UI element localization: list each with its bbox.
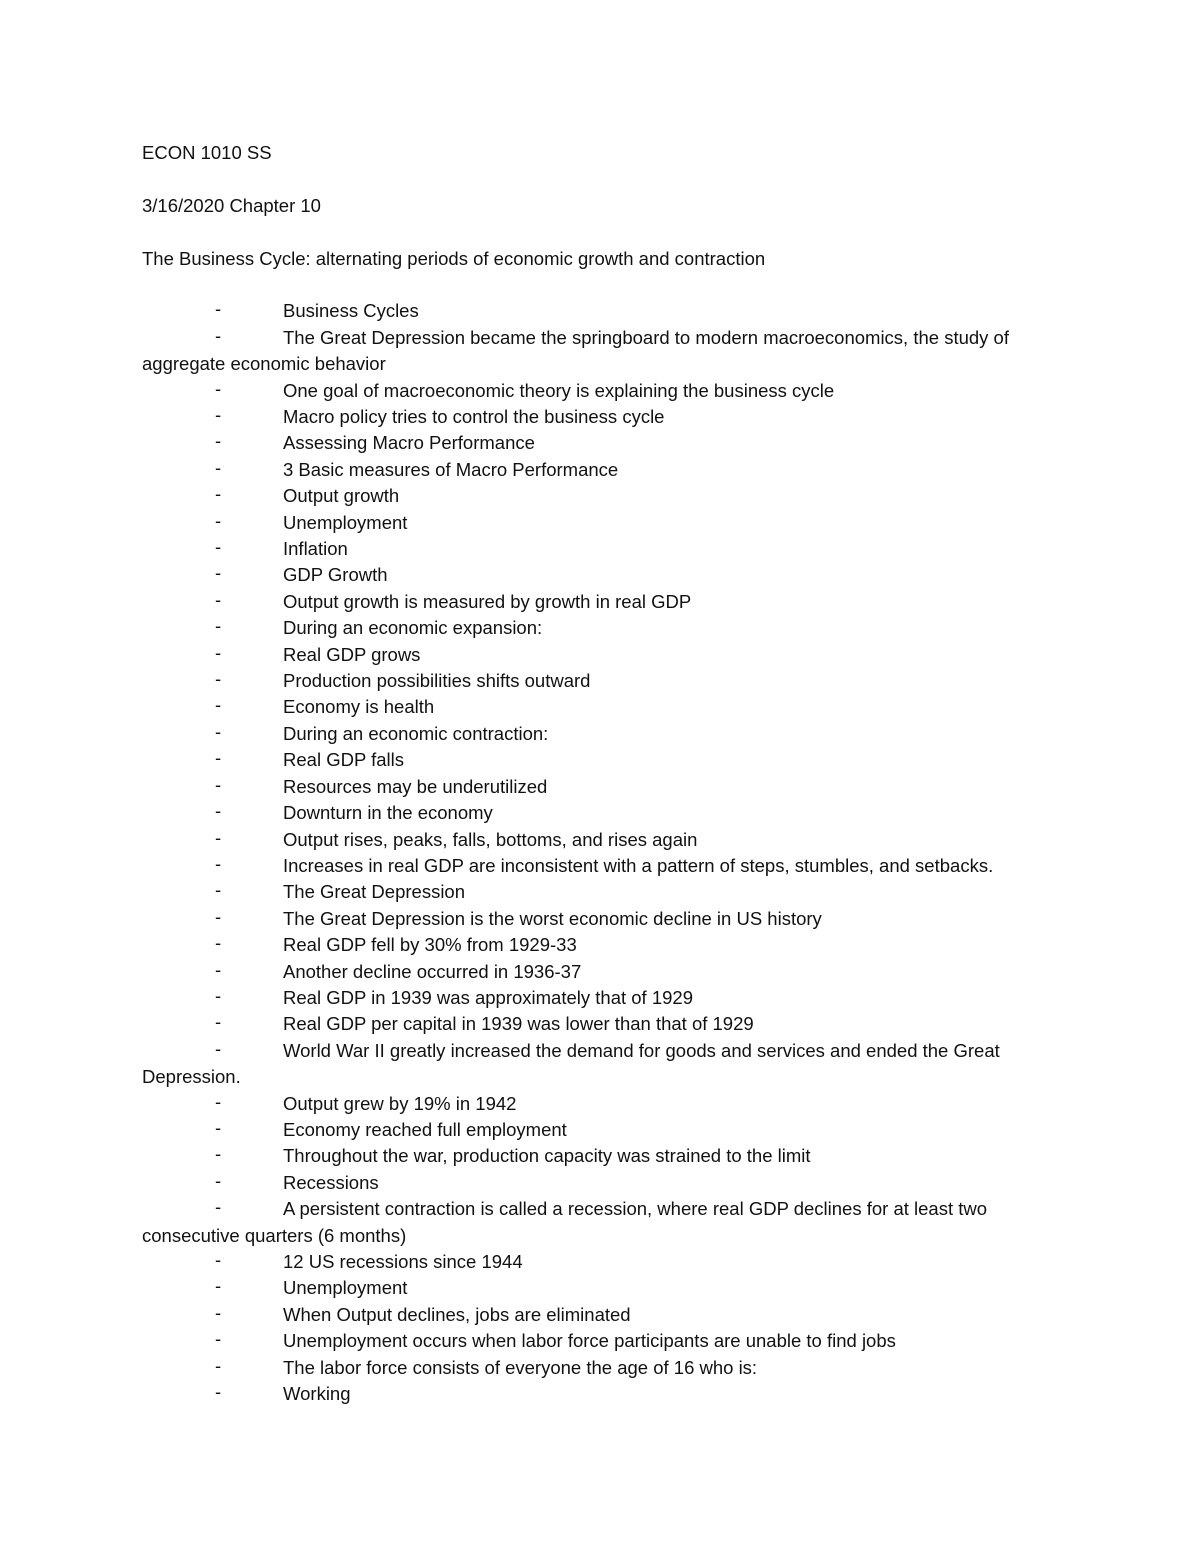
list-item-text: Resources may be underutilized	[283, 775, 548, 797]
list-item	[142, 298, 1072, 324]
bullet-dash: -	[215, 562, 222, 584]
list-item	[142, 985, 1072, 1011]
bullet-dash: -	[215, 1249, 222, 1271]
bullet-dash: -	[215, 720, 222, 742]
document-body	[142, 140, 1072, 1407]
list-item	[142, 1275, 1072, 1301]
list-item	[142, 853, 1072, 879]
list-item-text: Real GDP in 1939 was approximately that of 1929	[283, 986, 693, 1008]
list-item-text: Increases in real GDP are inconsistent with a pattern of steps, stumbles, and setbacks.	[283, 854, 994, 876]
list-item-text: Unemployment occurs when labor force participants are unable to find jobs	[283, 1330, 896, 1352]
bullet-dash: -	[215, 430, 222, 452]
bullet-dash: -	[215, 1354, 222, 1376]
list-item-text: GDP Growth	[283, 564, 388, 586]
list-item	[142, 721, 1072, 747]
list-item	[142, 800, 1072, 826]
bullet-dash: -	[215, 932, 222, 954]
bullet-dash: -	[215, 456, 222, 478]
bullet-dash: -	[215, 1328, 222, 1350]
bullet-dash: -	[215, 483, 222, 505]
bullet-dash: -	[215, 377, 222, 399]
list-item	[142, 959, 1072, 985]
list-item	[142, 325, 1072, 378]
list-item-text: Throughout the war, production capacity was strained to the limit	[283, 1145, 811, 1167]
list-item-text: When Output declines, jobs are eliminated	[283, 1303, 631, 1325]
bullet-dash: -	[215, 615, 222, 637]
bullet-dash: -	[215, 1169, 222, 1191]
list-item	[142, 457, 1072, 483]
list-item-text: Inflation	[283, 538, 348, 560]
list-item	[142, 1143, 1072, 1169]
list-item	[142, 510, 1072, 536]
list-item	[142, 932, 1072, 958]
list-item-text: Recessions	[283, 1171, 379, 1193]
list-item-text: Real GDP fell by 30% from 1929-33	[283, 934, 577, 956]
list-item	[142, 1038, 1072, 1091]
bullet-dash: -	[215, 1143, 222, 1165]
list-item-text: Output growth	[283, 485, 400, 507]
list-item	[142, 589, 1072, 615]
list-item	[142, 774, 1072, 800]
bullet-dash: -	[215, 852, 222, 874]
list-item-text: The labor force consists of everyone the age of 16 who is:	[283, 1356, 758, 1378]
list-item-text: Production possibilities shifts outward	[283, 670, 591, 692]
list-item	[142, 827, 1072, 853]
bullet-dash: -	[215, 984, 222, 1006]
list-item-text: World War II greatly increased the demand for goods and services and ended the Great Depression.	[142, 1039, 1000, 1088]
list-item	[142, 1117, 1072, 1143]
list-item	[142, 483, 1072, 509]
list-item	[142, 378, 1072, 404]
bullet-dash: -	[215, 1275, 222, 1297]
list-item-text: Unemployment	[283, 511, 408, 533]
list-item	[142, 1355, 1072, 1381]
list-item	[142, 694, 1072, 720]
bullet-dash: -	[215, 800, 222, 822]
bullet-dash: -	[215, 324, 222, 346]
course-title: ECON 1010 SS	[142, 142, 272, 163]
list-item	[142, 642, 1072, 668]
bullet-dash: -	[215, 694, 222, 716]
list-item-text: Another decline occurred in 1936-37	[283, 960, 582, 982]
bullet-dash: -	[215, 773, 222, 795]
bullet-dash: -	[215, 536, 222, 558]
list-item	[142, 1011, 1072, 1037]
notes-list	[142, 298, 1072, 1407]
list-item-text: Working	[283, 1383, 351, 1405]
list-item-text: The Great Depression is the worst economic decline in US history	[283, 907, 822, 929]
list-item-text: Economy reached full employment	[283, 1118, 567, 1140]
list-item-text: The Great Depression became the springboard to modern macroeconomics, the study of aggregate economic behavior	[142, 326, 1009, 375]
bullet-dash: -	[215, 1090, 222, 1112]
list-item	[142, 1249, 1072, 1275]
bullet-dash: -	[215, 905, 222, 927]
list-item	[142, 747, 1072, 773]
bullet-dash: -	[215, 1301, 222, 1323]
list-item-text: The Great Depression	[283, 881, 466, 903]
list-item	[142, 1091, 1072, 1117]
list-item	[142, 668, 1072, 694]
list-item-text: Macro policy tries to control the business cycle	[283, 406, 665, 428]
bullet-dash: -	[215, 509, 222, 531]
bullet-dash: -	[215, 404, 222, 426]
list-item-text: Economy is health	[283, 696, 435, 718]
topic-heading: The Business Cycle: alternating periods of economic growth and contraction	[142, 247, 766, 269]
list-item-text: Downturn in the economy	[283, 802, 493, 824]
list-item	[142, 879, 1072, 905]
list-item-text: Assessing Macro Performance	[283, 432, 535, 454]
bullet-dash: -	[215, 641, 222, 663]
list-item	[142, 1328, 1072, 1354]
bullet-dash: -	[215, 298, 222, 320]
bullet-dash: -	[215, 958, 222, 980]
bullet-dash: -	[215, 1011, 222, 1033]
list-item-text: Real GDP falls	[283, 749, 404, 771]
list-item-text: Output grew by 19% in 1942	[283, 1092, 517, 1114]
list-item-text: Output rises, peaks, falls, bottoms, and rises again	[283, 828, 698, 850]
bullet-dash: -	[215, 1116, 222, 1138]
list-item	[142, 562, 1072, 588]
list-item-text: 3 Basic measures of Macro Performance	[283, 458, 619, 480]
bullet-dash: -	[215, 588, 222, 610]
list-item-text: During an economic expansion:	[283, 617, 543, 639]
list-item-text: Unemployment	[283, 1277, 408, 1299]
bullet-dash: -	[215, 879, 222, 901]
list-item-text: 12 US recessions since 1944	[283, 1251, 523, 1273]
list-item	[142, 404, 1072, 430]
date-chapter: 3/16/2020 Chapter 10	[142, 194, 321, 216]
list-item	[142, 1196, 1072, 1249]
list-item-text: One goal of macroeconomic theory is explaining the business cycle	[283, 379, 835, 401]
list-item-text: Business Cycles	[283, 300, 419, 322]
list-item	[142, 1302, 1072, 1328]
list-item-text: Real GDP per capital in 1939 was lower than that of 1929	[283, 1013, 754, 1035]
bullet-dash: -	[215, 747, 222, 769]
list-item-text: A persistent contraction is called a recession, where real GDP declines for at least two consecutive quarters (6 months)	[142, 1198, 988, 1246]
bullet-dash: -	[215, 1037, 222, 1059]
list-item	[142, 536, 1072, 562]
list-item	[142, 430, 1072, 456]
bullet-dash: -	[215, 1381, 222, 1403]
list-item	[142, 1170, 1072, 1196]
bullet-dash: -	[215, 826, 222, 848]
list-item-text: Output growth is measured by growth in real GDP	[283, 590, 692, 612]
list-item-text: During an economic contraction:	[283, 722, 549, 744]
list-item	[142, 906, 1072, 932]
bullet-dash: -	[215, 668, 222, 690]
list-item	[142, 615, 1072, 641]
list-item-text: Real GDP grows	[283, 643, 421, 665]
bullet-dash: -	[215, 1196, 222, 1218]
list-item	[142, 1381, 1072, 1407]
